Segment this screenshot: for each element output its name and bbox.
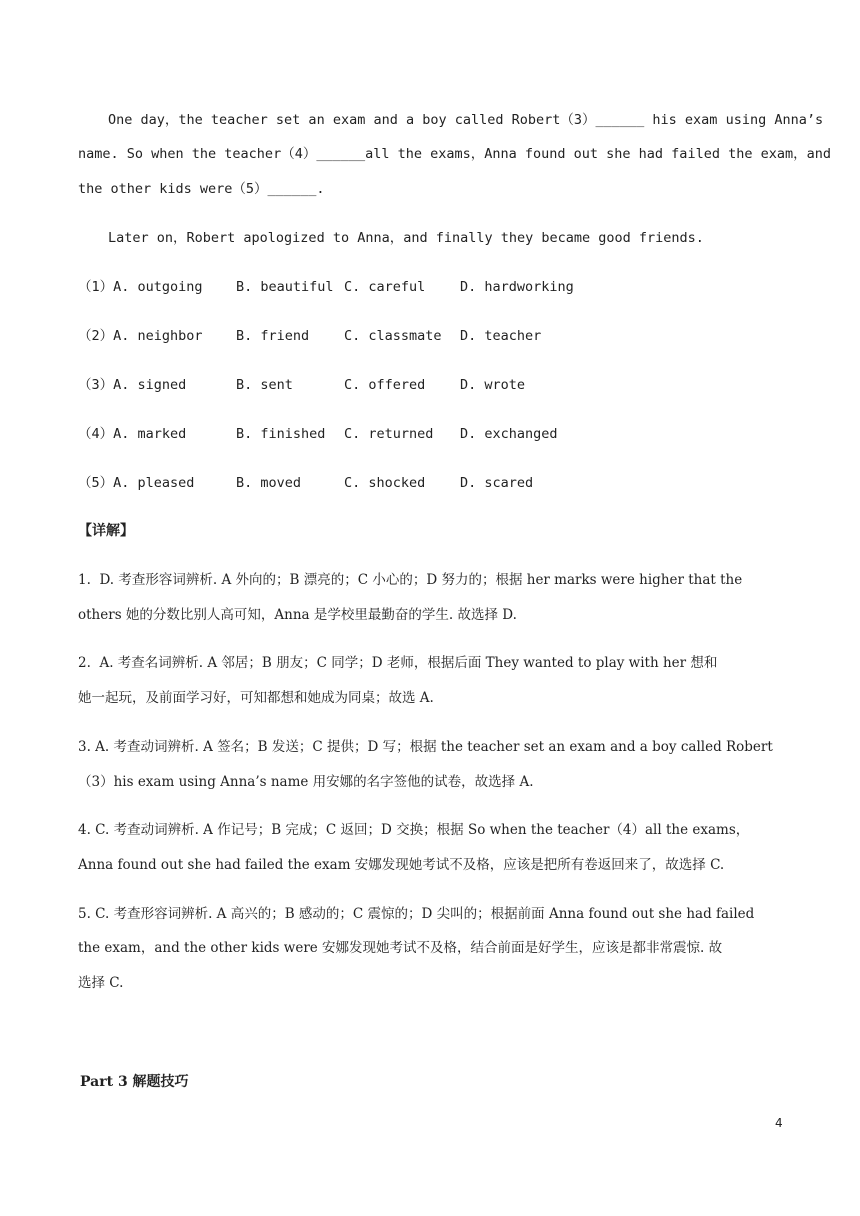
option-c: C. careful bbox=[344, 279, 426, 295]
option-c: C. offered bbox=[344, 377, 426, 393]
explanation-line: 4. C. 考查动词辨析. A 作记号；B 完成；C 返回；D 交换；根据 So when the teacher（4）all the exams， bbox=[78, 822, 750, 838]
option-a: （4）A. marked bbox=[78, 426, 187, 442]
option-a: （5）A. pleased bbox=[78, 475, 195, 491]
option-b: B. moved bbox=[236, 475, 302, 491]
option-c: C. shocked bbox=[344, 475, 426, 491]
option-d: D. scared bbox=[460, 475, 534, 491]
explanation-line: 2. A. 考查名词辨析. A 邻居；B 朋友；C 同学；D 老师，根据后面 They wanted to play with her 想和 bbox=[78, 655, 718, 671]
option-d: D. wrote bbox=[460, 377, 526, 393]
part-heading: Part 3 解题技巧 bbox=[80, 1074, 189, 1090]
option-c: C. classmate bbox=[344, 328, 442, 344]
option-d: D. exchanged bbox=[460, 426, 558, 442]
option-b: B. beautiful bbox=[236, 279, 334, 295]
detail-heading: 【详解】 bbox=[78, 523, 134, 539]
explanation-line: （3）his exam using Anna’s name 用安娜的名字签他的试卷，故选择 A. bbox=[78, 774, 534, 790]
option-b: B. finished bbox=[236, 426, 326, 442]
option-b: B. sent bbox=[236, 377, 293, 393]
option-b: B. friend bbox=[236, 328, 310, 344]
passage-line: the other kids were（5）______. bbox=[78, 181, 325, 197]
passage-line: name. So when the teacher（4）______all the exams，Anna found out she had failed the exam，and bbox=[78, 146, 831, 162]
explanation-line: 1. D. 考查形容词辨析. A 外向的；B 漂亮的；C 小心的；D 努力的；根据 her marks were higher that the bbox=[78, 572, 743, 588]
option-a: （1）A. outgoing bbox=[78, 279, 203, 295]
passage-line: Later on，Robert apologized to Anna，and finally they became good friends. bbox=[108, 230, 704, 246]
option-a: （2）A. neighbor bbox=[78, 328, 203, 344]
option-d: D. hardworking bbox=[460, 279, 574, 295]
passage-line: One day，the teacher set an exam and a boy called Robert（3）______ his exam using Anna’s bbox=[108, 112, 824, 128]
page-number: 4 bbox=[775, 1116, 783, 1130]
explanation-line: 选择 C. bbox=[78, 975, 124, 991]
explanation-line: 3. A. 考查动词辨析. A 签名；B 发送；C 提供；D 写；根据 the teacher set an exam and a boy called Robert bbox=[78, 739, 773, 755]
explanation-line: 5. C. 考查形容词辨析. A 高兴的；B 感动的；C 震惊的；D 尖叫的；根据前面 Anna found out she had failed bbox=[78, 906, 755, 922]
option-a: （3）A. signed bbox=[78, 377, 187, 393]
explanation-line: Anna found out she had failed the exam 安娜发现她考试不及格，应该是把所有卷返回来了，故选择 C. bbox=[78, 857, 725, 873]
option-d: D. teacher bbox=[460, 328, 542, 344]
explanation-line: the exam，and the other kids were 安娜发现她考试不及格，结合前面是好学生，应该是都非常震惊. 故 bbox=[78, 940, 723, 956]
explanation-line: 她一起玩，及前面学习好，可知都想和她成为同桌；故选 A. bbox=[78, 690, 434, 706]
explanation-line: others 她的分数比别人高可知，Anna 是学校里最勤奋的学生. 故选择 D. bbox=[78, 607, 517, 623]
option-c: C. returned bbox=[344, 426, 434, 442]
